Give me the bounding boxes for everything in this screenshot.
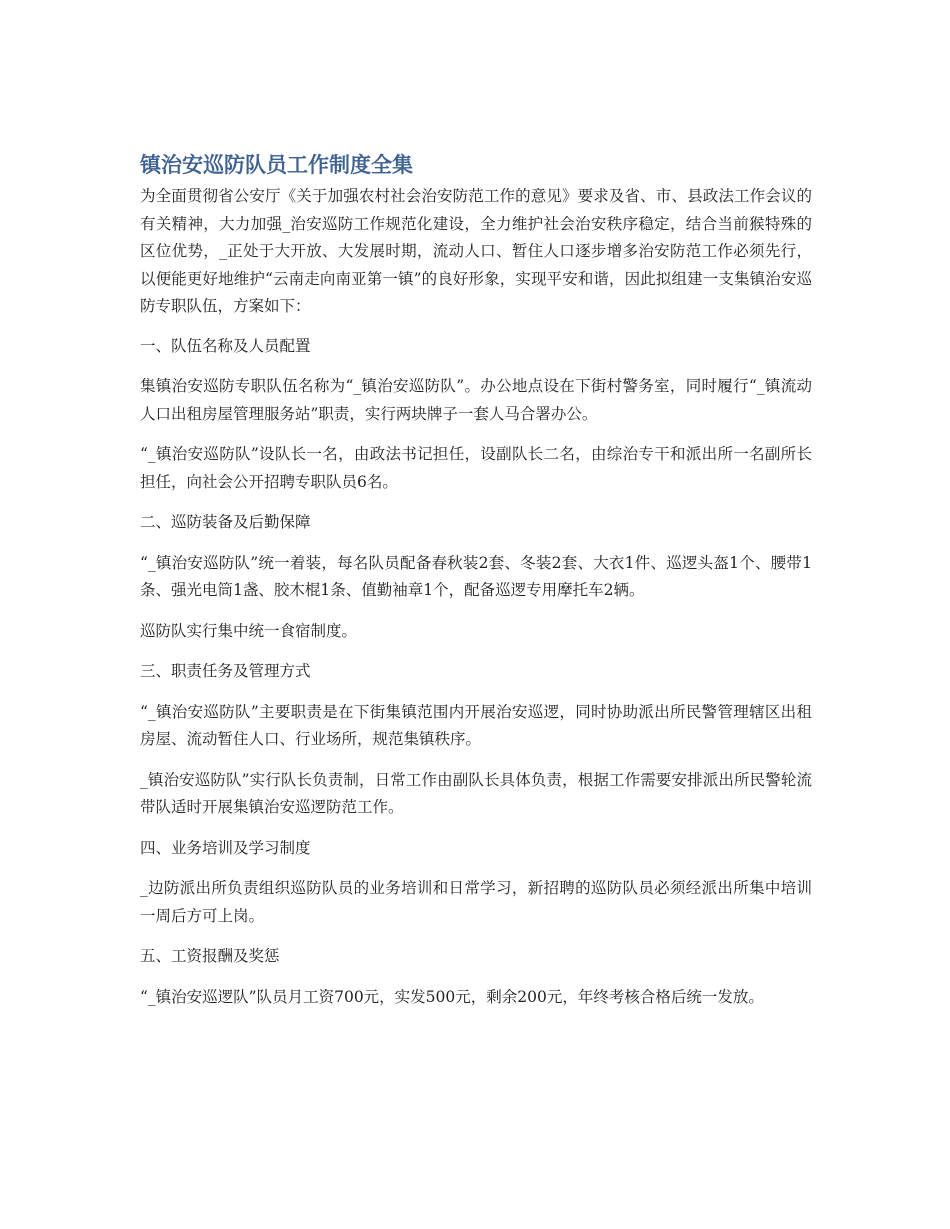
document-title: 镇治安巡防队员工作制度全集	[140, 153, 413, 177]
document-page	[140, 150, 812, 1024]
section-2-paragraph-1: “_镇治安巡防队”统一着装，每名队员配备春秋装2套、冬装2套、大衣1件、巡逻头盔1个、腰带1条、强光电筒1盏、胶木棍1条、值勤袖章1个，配备巡逻专用摩托车2辆。	[140, 553, 812, 599]
section-3-paragraph-2: _镇治安巡防队”实行队长负责制，日常工作由副队长具体负责，根据工作需要安排派出所民警轮流带队适时开展集镇治安巡逻防范工作。	[140, 770, 812, 816]
section-1-paragraph-1: 集镇治安巡防专职队伍名称为“_镇治安巡防队”。办公地点设在下街村警务室，同时履行“_镇流动人口出租房屋管理服务站”职责，实行两块牌子一套人马合署办公。	[140, 377, 812, 423]
section-3-paragraph-1: “_镇治安巡防队”主要职责是在下街集镇范围内开展治安巡逻，同时协助派出所民警管理辖区出租房屋、流动暂住人口、行业场所，规范集镇秩序。	[140, 702, 812, 748]
section-5-paragraph-1: “_镇治安巡逻队”队员月工资700元，实发500元，剩余200元，年终考核合格后统一发放。	[140, 987, 764, 1006]
section-4-paragraph-1: _边防派出所负责组织巡防队员的业务培训和日常学习，新招聘的巡防队员必须经派出所集中培训一周后方可上岗。	[140, 879, 812, 925]
intro-paragraph: 为全面贯彻省公安厅《关于加强农村社会治安防范工作的意见》要求及省、市、县政法工作会议的有关精神，大力加强_治安巡防工作规范化建设，全力维护社会治安秩序稳定，结合当前猴特殊的区位优势，_正处于大开放、大发展时期，流动人口、暂住人口逐步增多治安防范工作必须先行，以便能更好地维护“云南走向南亚第一镇”的良好形象，实现平安和谐，因此拟组建一支集镇治安巡防专职队伍，方案如下：	[140, 187, 812, 315]
section-heading-5: 五、工资报酬及奖惩	[140, 947, 280, 965]
section-2-paragraph-2: 巡防队实行集中统一食宿制度。	[140, 621, 358, 640]
section-heading-3: 三、职责任务及管理方式	[140, 662, 311, 680]
section-heading-2: 二、巡防装备及后勤保障	[140, 513, 311, 531]
section-1-paragraph-2: “_镇治安巡防队”设队长一名，由政法书记担任，设副队长二名，由综治专干和派出所一名副所长担任，向社会公开招聘专职队员6名。	[140, 445, 812, 491]
section-heading-4: 四、业务培训及学习制度	[140, 838, 311, 857]
section-heading-1: 一、队伍名称及人员配置	[140, 336, 311, 355]
